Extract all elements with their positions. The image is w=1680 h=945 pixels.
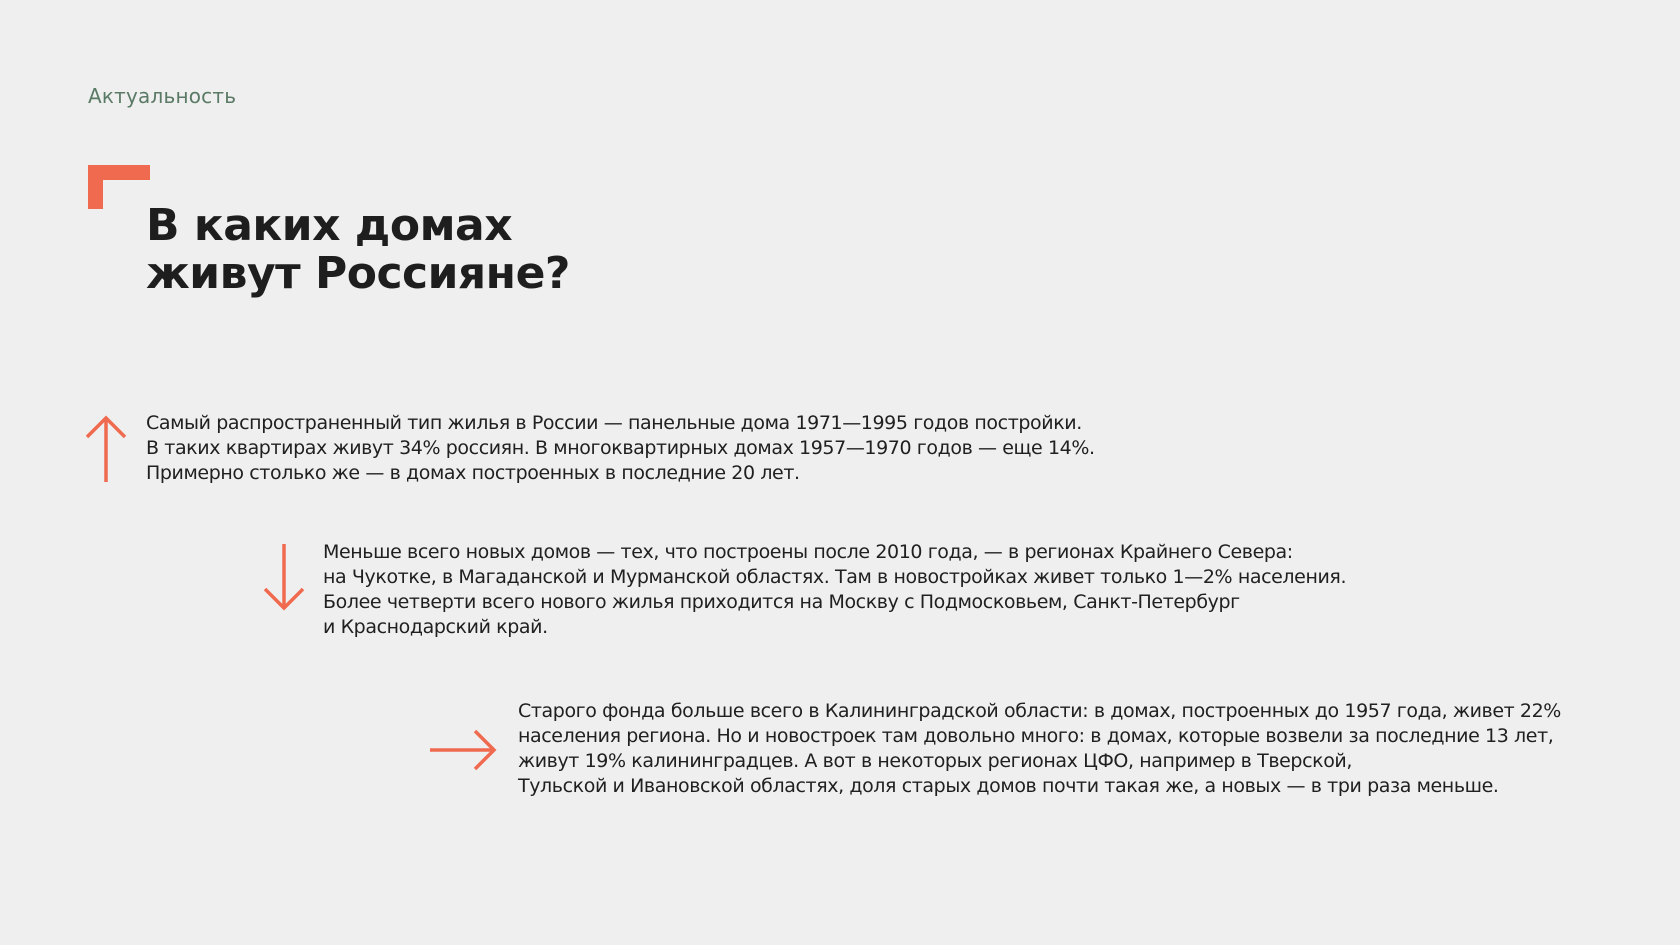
fact-text-line: населения региона. Но и новостроек там довольно много: в домах, которые возвели за последние 13 лет, — [518, 725, 1554, 747]
fact-text-line: на Чукотке, в Магаданской и Мурманской областях. Там в новостройках живет только 1—2% населения. — [323, 566, 1347, 588]
page-title-line-1: В каких домах — [146, 200, 513, 251]
fact-text-line: и Краснодарский край. — [323, 616, 548, 638]
page-title — [146, 202, 570, 298]
fact-text-line: Меньше всего новых домов — тех, что построены после 2010 года, — в регионах Крайнего Севера: — [323, 541, 1293, 563]
fact-text-line: живут 19% калининградцев. А вот в некоторых регионах ЦФО, например в Тверской, — [518, 750, 1353, 772]
fact-block-least-new-housing — [323, 540, 1346, 640]
fact-block-most-common-housing — [146, 411, 1095, 486]
fact-text-line: Более четверти всего нового жилья приходится на Москву с Подмосковьем, Санкт-Петербург — [323, 591, 1240, 613]
arrow-right-icon — [428, 728, 498, 772]
arrow-up-icon — [84, 414, 128, 484]
page-title-line-2: живут Россияне? — [146, 248, 570, 299]
fact-text-line: В таких квартирах живут 34% россиян. В многоквартирных домах 1957—1970 годов — еще 14%. — [146, 437, 1095, 459]
fact-text-line: Старого фонда больше всего в Калининградской области: в домах, построенных до 1957 года, живет 22% — [518, 700, 1561, 722]
fact-text-line: Тульской и Ивановской областях, доля старых домов почти такая же, а новых — в три раза меньше. — [518, 775, 1499, 797]
fact-block-old-housing-stock — [518, 699, 1561, 799]
arrow-down-icon — [262, 542, 306, 612]
corner-bracket-icon — [88, 165, 150, 209]
section-label: Актуальность — [88, 84, 237, 108]
fact-text-line: Примерно столько же — в домах построенных в последние 20 лет. — [146, 462, 800, 484]
fact-text-line: Самый распространенный тип жилья в России — панельные дома 1971—1995 годов постройки. — [146, 412, 1082, 434]
